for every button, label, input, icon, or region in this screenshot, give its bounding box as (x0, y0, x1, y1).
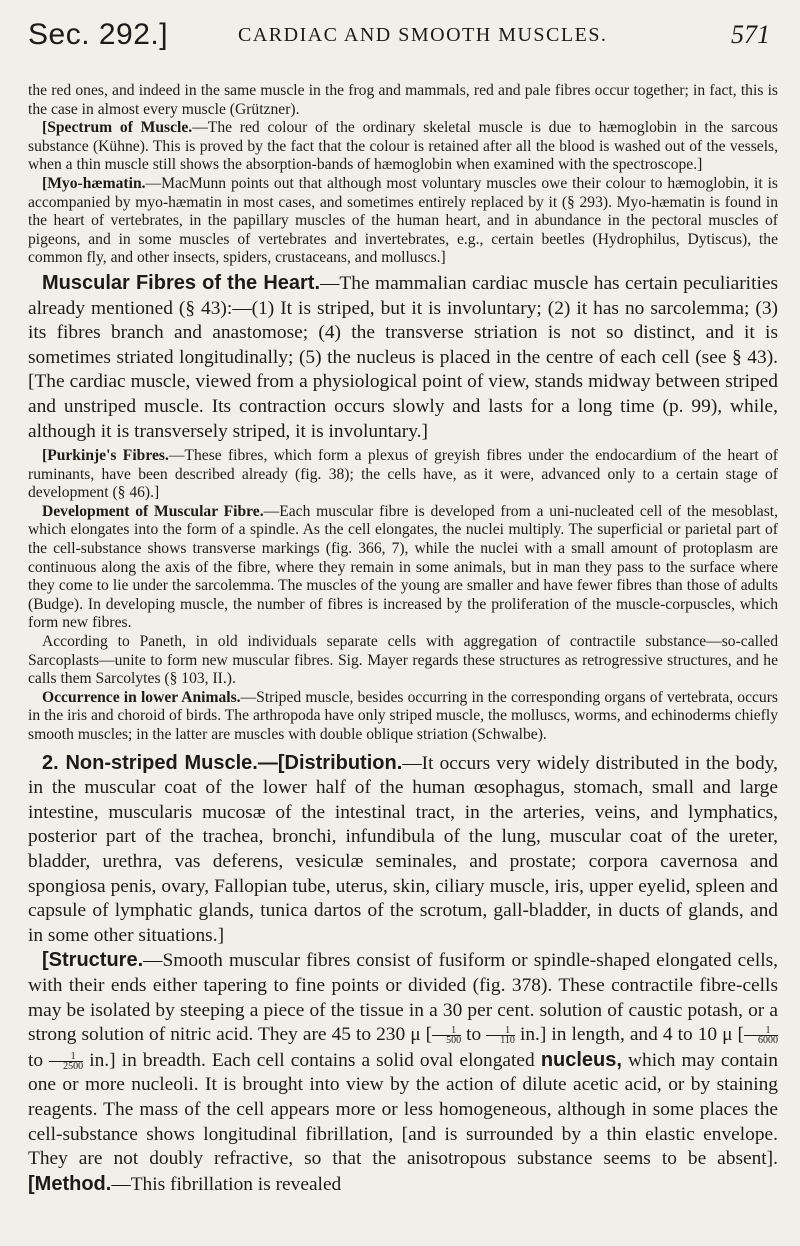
section-heading: Muscular Fibres of the Heart. (42, 271, 321, 294)
subheading: [Myo-hæmatin. (42, 174, 146, 192)
fraction: $\frac{1}{2500}$ (49, 1052, 83, 1071)
fraction: $\frac{1}{500}$ (432, 1026, 461, 1045)
section-heading: [Method. (28, 1172, 112, 1195)
running-header (28, 10, 780, 62)
paragraph-cardiac-fibres: Muscular Fibres of the Heart.—The mammalian cardiac muscle has certain peculiarities already mentioned (§ 43):—(1) It is striped, but it is involuntary; (2) it has no sarcolemma; (3) its fibres branch and anastomose; (4) the transverse striation is not so distinct, and it is sometimes striated longitudinally; (5) the nucleus is placed in the centre of each cell (see § 43). [The cardiac muscle, viewed from a physiological point of view, stands midway between striped and unstriped muscle. Its contraction occurs slowly and lasts for a long time (p. 99), while, although it is transversely striped, it is involuntary.] (28, 271, 778, 442)
section-heading: 2. Non-striped Muscle.—[Distribution. (42, 751, 403, 774)
paragraph-structure: [Structure.—Smooth muscular fibres consist of fusiform or spindle-shaped elongated cells, with their ends either tapering to fine points or divided (fig. 378). These contractile fibre-cells may be isolated by steeping a piece of the tissue in a 30 per cent. solution of caustic potash, or a strong solution of nitric acid. They are 45 to 230 μ [ $\frac{1}{500}$ to $\frac{1}{110}$ in.] in length, and 4 to 10 μ [ $\frac{1}{6000}$ to $\frac{1}{2500}$ in.] in breadth. Each cell contains a solid oval elongated nucleus, which may contain one or more nucleoli. It is brought into view by the action of dilute acetic acid, or by staining reagents. The mass of the cell appears more or less homogeneous, although in some places the cell-substance shows longitudinal fibrillation, [and is surrounded by a thin elastic envelope. They are not doubly refractive, so that the anisotropous substance seems to be absent]. [Method.—This fibrillation is revealed (28, 949, 779, 1195)
bold-term: nucleus, (540, 1048, 622, 1071)
paragraph-lower-animals: Occurrence in lower Animals.—Striped muscle, besides occurring in the corresponding organs of vertebrata, occurs in the iris and choroid of birds. The arthropoda have only striped muscle, the molluscs, worms, and echinoderms chiefly smooth muscles; in the latter are muscles with double oblique striation (Schwalbe). (28, 688, 778, 743)
section-heading: [Structure. (42, 949, 144, 972)
fraction: $\frac{1}{110}$ (486, 1026, 515, 1045)
paragraph-sarcoplasts: According to Paneth, in old individuals separate cells with aggregation of contractile substance—so-called Sarcoplasts—unite to form new muscular fibres. Sig. Mayer regards these structures as retrogressive structures, and he calls them Sarcolytes (§ 103, II.). (28, 633, 778, 688)
paragraph-development: Development of Muscular Fibre.—Each muscular fibre is developed from a uni-nucleated cell of the mesoblast, which elongates into the form of a spindle. As the cell elongates, the nuclei multiply. The superficial or parietal part of the cell-substance shows transverse markings (fig. 366, 7), while the nuclei with a small amount of protoplasm are continuous along the axis of the fibre, where they remain in some animals, but in man they pass to the surface where they come to lie under the sarcolemma. The muscles of the young are smaller and have fewer fibres than those of adults (Budge). In developing muscle, the number of fibres is increased by the proliferation of the muscle-corpuscles, which form new fibres. (28, 502, 779, 632)
subheading: [Purkinje's Fibres. (42, 447, 169, 465)
fraction: $\frac{1}{6000}$ (744, 1026, 778, 1045)
section-number: Sec. 292.] (28, 18, 169, 51)
subheading: [Spectrum of Muscle. (42, 119, 193, 137)
running-title: CARDIAC AND SMOOTH MUSCLES. (238, 24, 608, 46)
paragraph-continuation: the red ones, and indeed in the same muscle in the frog and mammals, red and pale fibres occur together; in fact, this is the case in almost every muscle (Grützner). (28, 82, 778, 118)
paragraph-non-striped-distribution: 2. Non-striped Muscle.—[Distribution.—It occurs very widely distributed in the body, in the muscular coat of the lower half of the human œsophagus, stomach, small and large intestine, muscularis mucosæ of the intestinal tract, in the arteries, veins, and lymphatics, posterior part of the trachea, bronchi, infundibula of the lung, muscular coat of the ureter, bladder, urethra, vas deferens, vesiculæ seminales, and prostate; corpora cavernosa and spongiosa penis, ovary, Fallopian tube, uterus, skin, ciliary muscle, iris, upper eyelid, spleen and capsule of lymphatic glands, tunica dartos of the scrotum, gall-bladder, in ducts of glands, and in some other situations.] (28, 751, 778, 946)
subheading: Development of Muscular Fibre. (42, 502, 264, 520)
subheading: Occurrence in lower Animals. (42, 688, 241, 706)
page-number: 571 (731, 20, 770, 49)
paragraph-spectrum-of-muscle: [Spectrum of Muscle.—The red colour of the ordinary skeletal muscle is due to hæmoglobin in the sarcous substance (Kühne). This is proved by the fact that the colour is retained after all the blood is washed out of the vessels, when a thin muscle still shows the absorption-bands of hæmoglobin when examined with the spectroscope.] (28, 119, 779, 174)
page-body (28, 82, 778, 1197)
paragraph-myo-haematin: [Myo-hæmatin.—MacMunn points out that although most voluntary muscles owe their colour to hæmoglobin, it is accompanied by myo-hæmatin in most cases, and sometimes entirely replaced by it (§ 293). Myo-hæmatin is found in the heart of vertebrates, in the papillary muscles of the human heart, and in abundance in the pectoral muscles of pigeons, and in some muscles of vertebrates and invertebrates, e.g., certain beetles (Hydrophilus, Dytiscus), the common fly, and other insects, spiders, crustaceans, and molluscs.] (28, 174, 778, 267)
paragraph-purkinje-fibres: [Purkinje's Fibres.—These fibres, which form a plexus of greyish fibres under the endocardium of the heart of ruminants, have been described already (fig. 38); the cells have, as it were, advanced only to a certain stage of development (§ 46).] (28, 447, 778, 502)
